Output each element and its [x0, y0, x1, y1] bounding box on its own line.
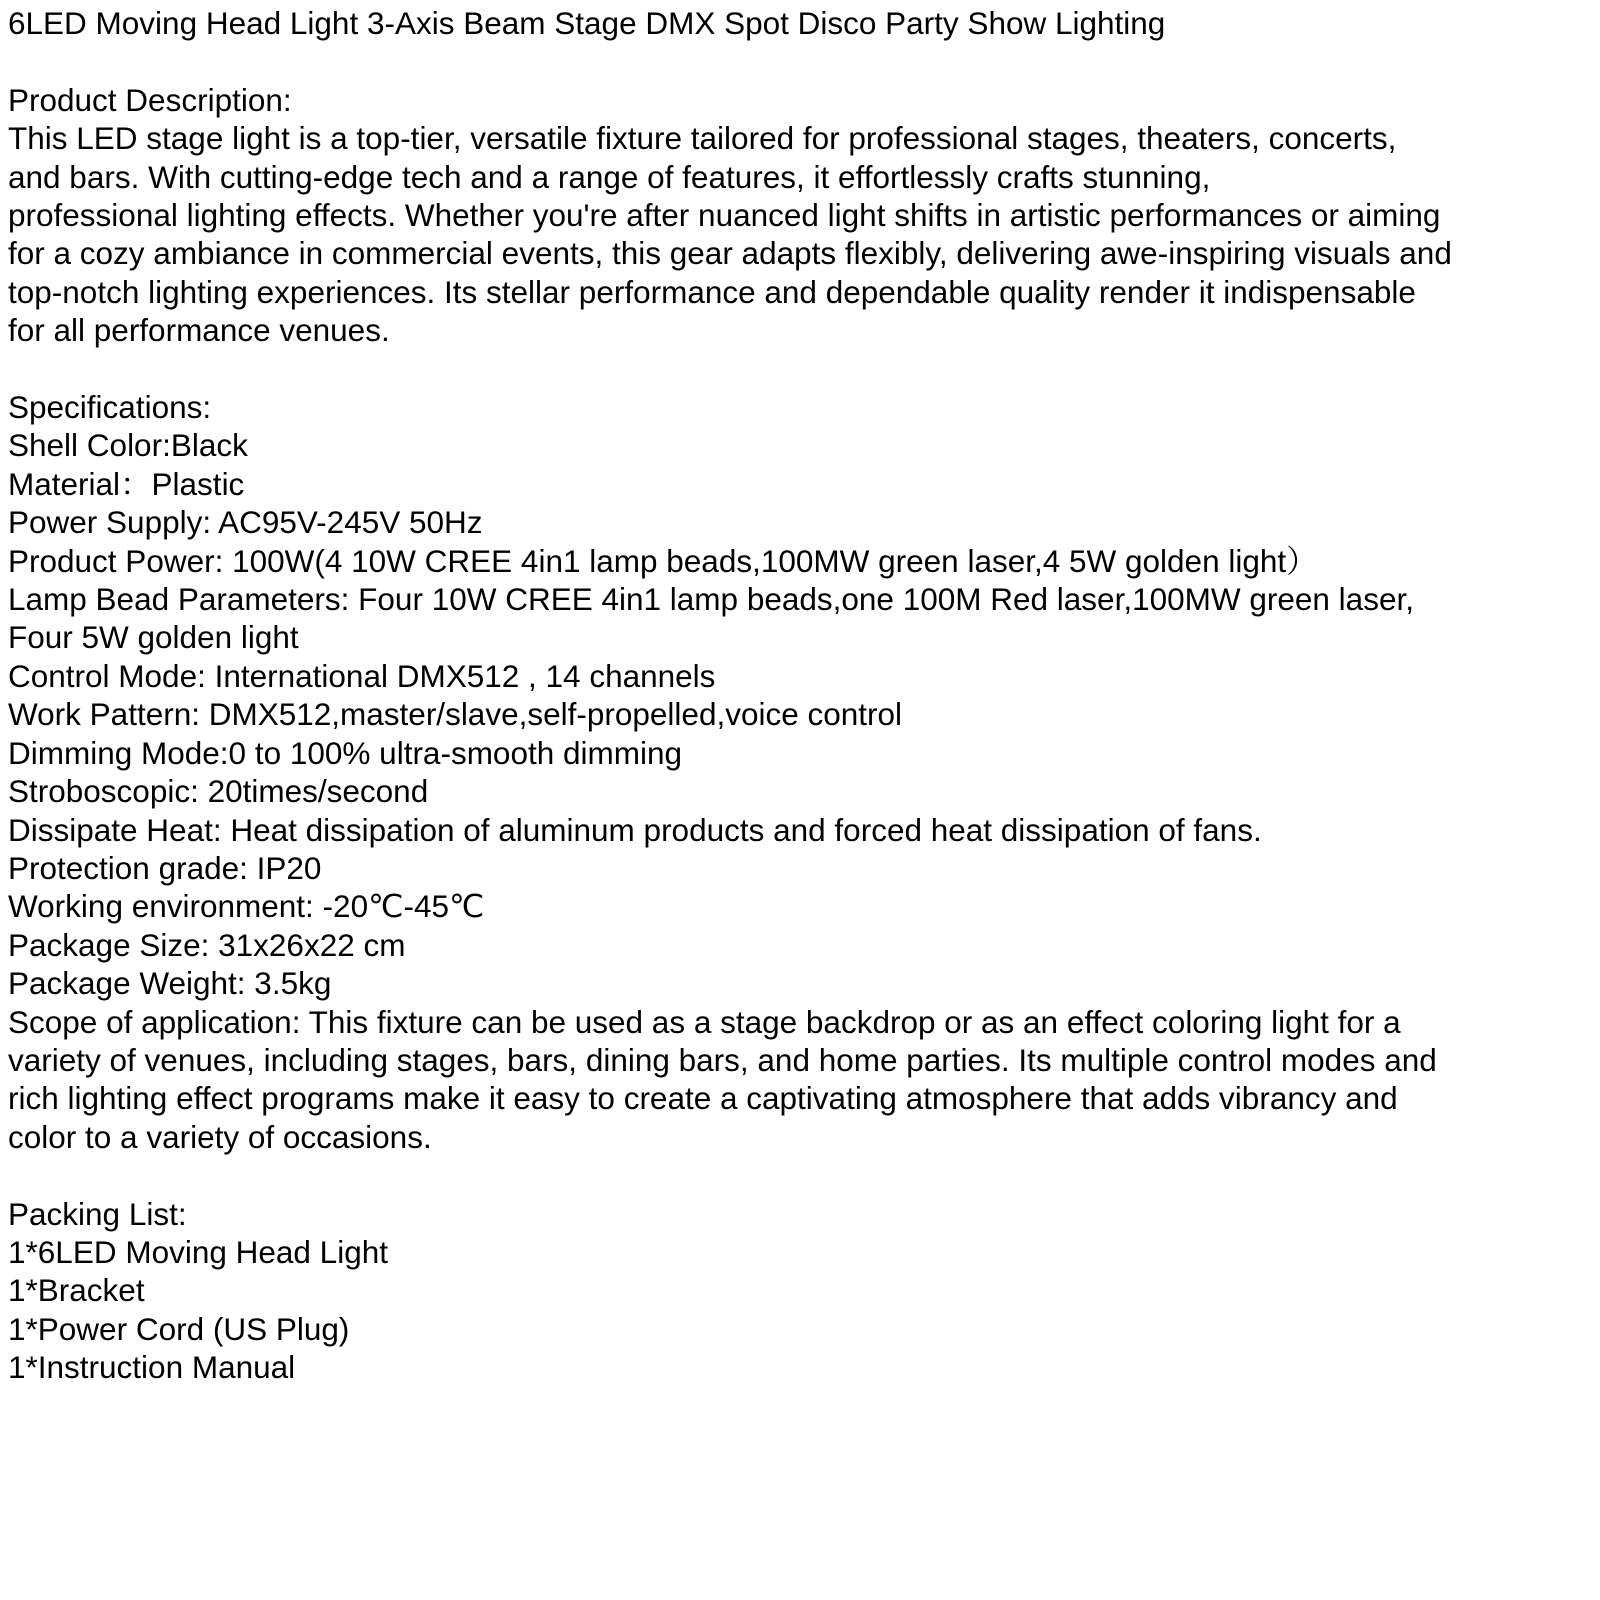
product-description-line: for a cozy ambiance in commercial events, this gear adapts flexibly, delivering awe-inspiring visuals and	[8, 235, 1452, 272]
spec-dissipate-heat: Dissipate Heat: Heat dissipation of aluminum products and forced heat dissipation of fans.	[8, 811, 1262, 848]
product-description-line: for all performance venues.	[8, 312, 390, 349]
spec-lamp-bead-parameters: Lamp Bead Parameters: Four 10W CREE 4in1 lamp beads,one 100M Red laser,100MW green laser,	[8, 581, 1414, 618]
spec-lamp-bead-parameters-cont: Four 5W golden light	[8, 619, 299, 656]
spec-scope-of-application-cont: color to a variety of occasions.	[8, 1118, 432, 1155]
packing-list-item: 1*Bracket	[8, 1272, 145, 1309]
spec-scope-of-application: Scope of application: This fixture can be used as a stage backdrop or as an effect coloring light for a	[8, 1003, 1401, 1040]
blank-line	[8, 350, 1592, 388]
spec-package-size: Package Size: 31x26x22 cm	[8, 926, 406, 963]
spec-material: Material：Plastic	[8, 465, 245, 502]
spec-control-mode: Control Mode: International DMX512 , 14 channels	[8, 657, 716, 694]
product-description-line: This LED stage light is a top-tier, versatile fixture tailored for professional stages, theaters, concerts,	[8, 120, 1397, 157]
spec-work-pattern: Work Pattern: DMX512,master/slave,self-propelled,voice control	[8, 696, 903, 733]
packing-list-item: 1*Power Cord (US Plug)	[8, 1310, 350, 1347]
packing-list-item: 1*6LED Moving Head Light	[8, 1233, 388, 1270]
product-description-line: and bars. With cutting-edge tech and a range of features, it effortlessly crafts stunning,	[8, 158, 1211, 195]
spec-protection-grade: Protection grade: IP20	[8, 849, 322, 886]
product-description-heading: Product Description:	[8, 81, 292, 118]
specifications-heading: Specifications:	[8, 389, 212, 426]
product-description-line: top-notch lighting experiences. Its stellar performance and dependable quality render it indispensable	[8, 273, 1416, 310]
page-title: 6LED Moving Head Light 3-Axis Beam Stage DMX Spot Disco Party Show Lighting	[8, 5, 1166, 41]
spec-shell-color: Shell Color:Black	[8, 427, 248, 464]
section-packing-list	[8, 1195, 1592, 1387]
packing-list-item: 1*Instruction Manual	[8, 1349, 296, 1386]
section-specifications	[8, 388, 1592, 1156]
spec-stroboscopic: Stroboscopic: 20times/second	[8, 773, 429, 810]
spec-dimming-mode: Dimming Mode:0 to 100% ultra-smooth dimming	[8, 734, 683, 771]
blank-line	[8, 1156, 1592, 1194]
spec-scope-of-application-cont: rich lighting effect programs make it easy to create a captivating atmosphere that adds vibrancy and	[8, 1080, 1398, 1117]
spec-scope-of-application-cont: variety of venues, including stages, bars, dining bars, and home parties. Its multiple control modes and	[8, 1041, 1437, 1078]
spec-working-environment: Working environment: -20℃-45℃	[8, 888, 485, 925]
product-description-line: professional lighting effects. Whether you're after nuanced light shifts in artistic performances or aiming	[8, 197, 1441, 234]
section-product-description	[8, 81, 1592, 350]
packing-list-heading: Packing List:	[8, 1195, 187, 1232]
blank-line	[8, 42, 1592, 80]
spec-power-supply: Power Supply: AC95V-245V 50Hz	[8, 504, 483, 541]
spec-package-weight: Package Weight: 3.5kg	[8, 965, 332, 1002]
spec-product-power: Product Power: 100W(4 10W CREE 4in1 lamp beads,100MW green laser,4 5W golden light）	[8, 542, 1318, 579]
